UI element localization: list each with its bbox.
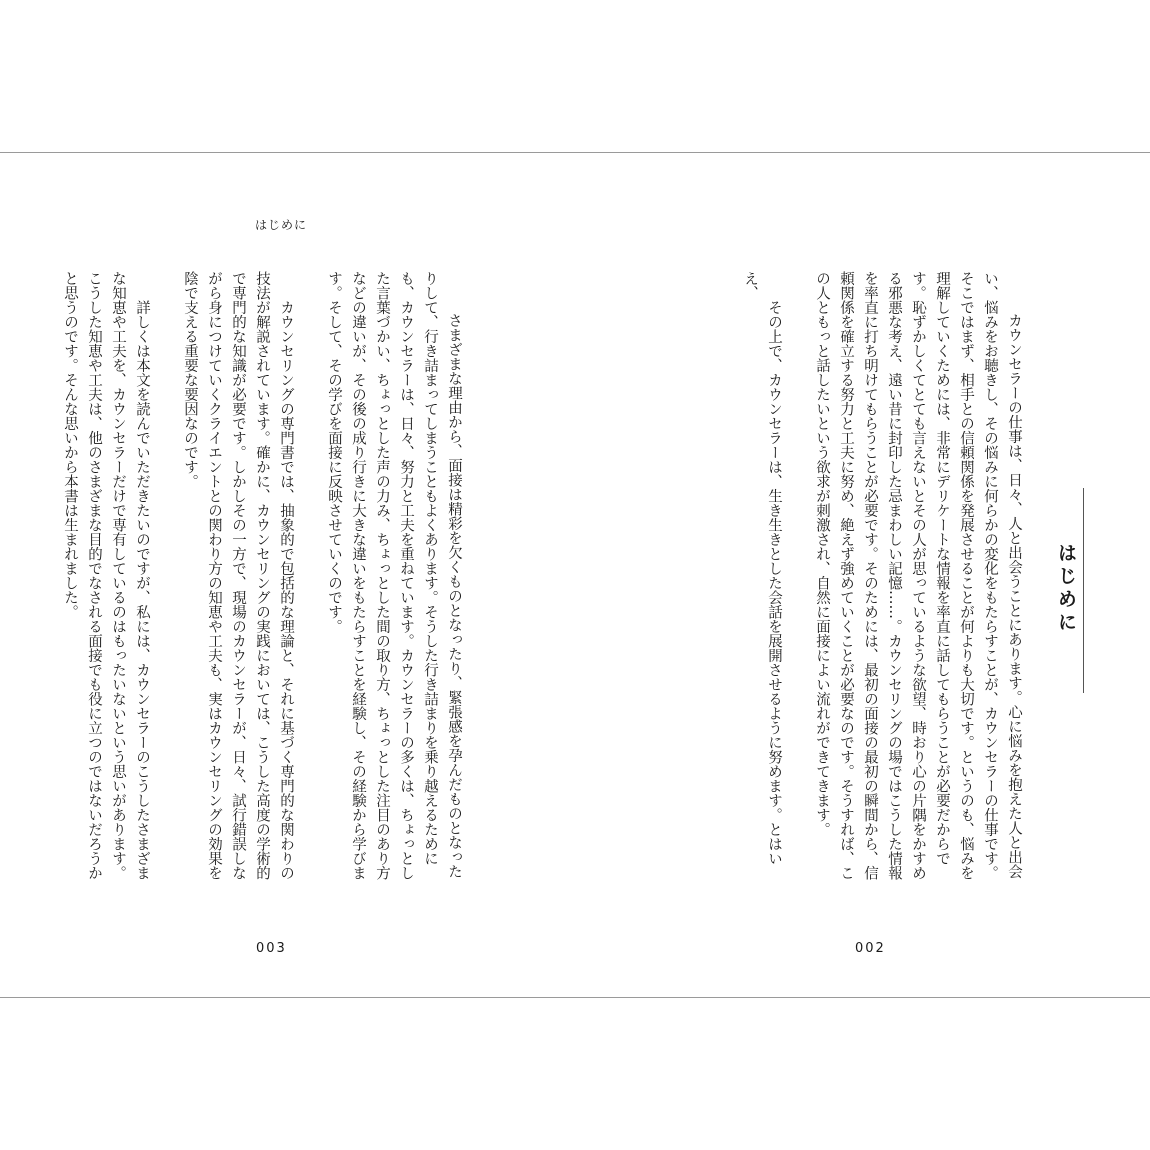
left-page xyxy=(0,153,575,997)
paragraph-break xyxy=(766,271,782,286)
page-number: 003 xyxy=(256,941,287,956)
page-number: 002 xyxy=(855,941,886,956)
paragraph: その上で、カウンセラーは、生き生きとした会話を展開させるように努めます。とはいえ、 xyxy=(742,271,782,866)
body-text-left xyxy=(50,271,490,891)
body-text-right xyxy=(630,271,1050,891)
chapter-rule xyxy=(1083,488,1084,693)
book-spread xyxy=(0,152,1150,998)
running-head: はじめに xyxy=(255,218,308,232)
paragraph: カウンセラーの仕事は、日々、人と出会うことにあります。心に悩みを抱えた人と出会い、悩みをお聴きし、その悩みに何らかの変化をもたらすことが、カウンセラーの仕事です。そこではまず、相手との信頼関係を発展させることが何よりも大切です。というのも、悩みを理解していくためには、非常にデリケートな情報を率直に話してもらうことが必要だからです。恥ずかしくてとても言えないとその人が思っているような欲望、時おり心の片隅をかすめる邪悪な考え、遠い昔に封印した忌まわしい記憶……。カウンセリングの場ではこうした情報を率直に打ち明けてもらうことが必要です。そのためには、最初の面接の最初の瞬間から、信頼関係を確立する努力と工夫に努め、絶えず強めていくことが必要なのです。そうすれば、この人ともっと話したいという欲求が刺激され、自然に面接によい流れができてきます。 xyxy=(814,271,1022,880)
paragraph: 詳しくは本文を読んでいただきたいのですが、私には、カウンセラーのこうしたさまざまな知恵や工夫を、カウンセラーだけで専有しているのはもったいないという思いがあります。こうした知恵や工夫は、他のさまざまな目的でなされる面接でも役に立つのではないだろうかと思うのです。そんな思いから本書は生まれました。 xyxy=(62,271,150,880)
paragraph: さまざまな理由から、面接は精彩を欠くものとなったり、緊張感を孕んだものとなったりして、行き詰まってしまうこともよくあります。そうした行き詰まりを乗り越えるためにも、カウンセラーは、日々、努力と工夫を重ねています。カウンセラーの多くは、ちょっとした言葉づかい、ちょっとした声の力み、ちょっとした間の取り方、ちょっとした注目のあり方などの違いが、その後の成り行きに大きな違いをもたらすことを経験し、その経験から学びます。そして、その学びを面接に反映させていくのです。 xyxy=(326,271,462,880)
paragraph-break xyxy=(278,271,294,286)
paragraph-break xyxy=(134,271,150,286)
right-page xyxy=(575,153,1150,997)
chapter-title: はじめに xyxy=(1055,543,1077,635)
paragraph: カウンセリングの専門書では、抽象的で包括的な理論と、それに基づく専門的な関わりの技法が解説されています。確かに、カウンセリングの実践においては、こうした高度の学術的で専門的な知識が必要です。しかしその一方で、現場のカウンセラーが、日々、試行錯誤しながら身につけていくクライエントとの関わり方の知恵や工夫も、実はカウンセリングの効果を陰で支える重要な要因なのです。 xyxy=(182,271,294,880)
